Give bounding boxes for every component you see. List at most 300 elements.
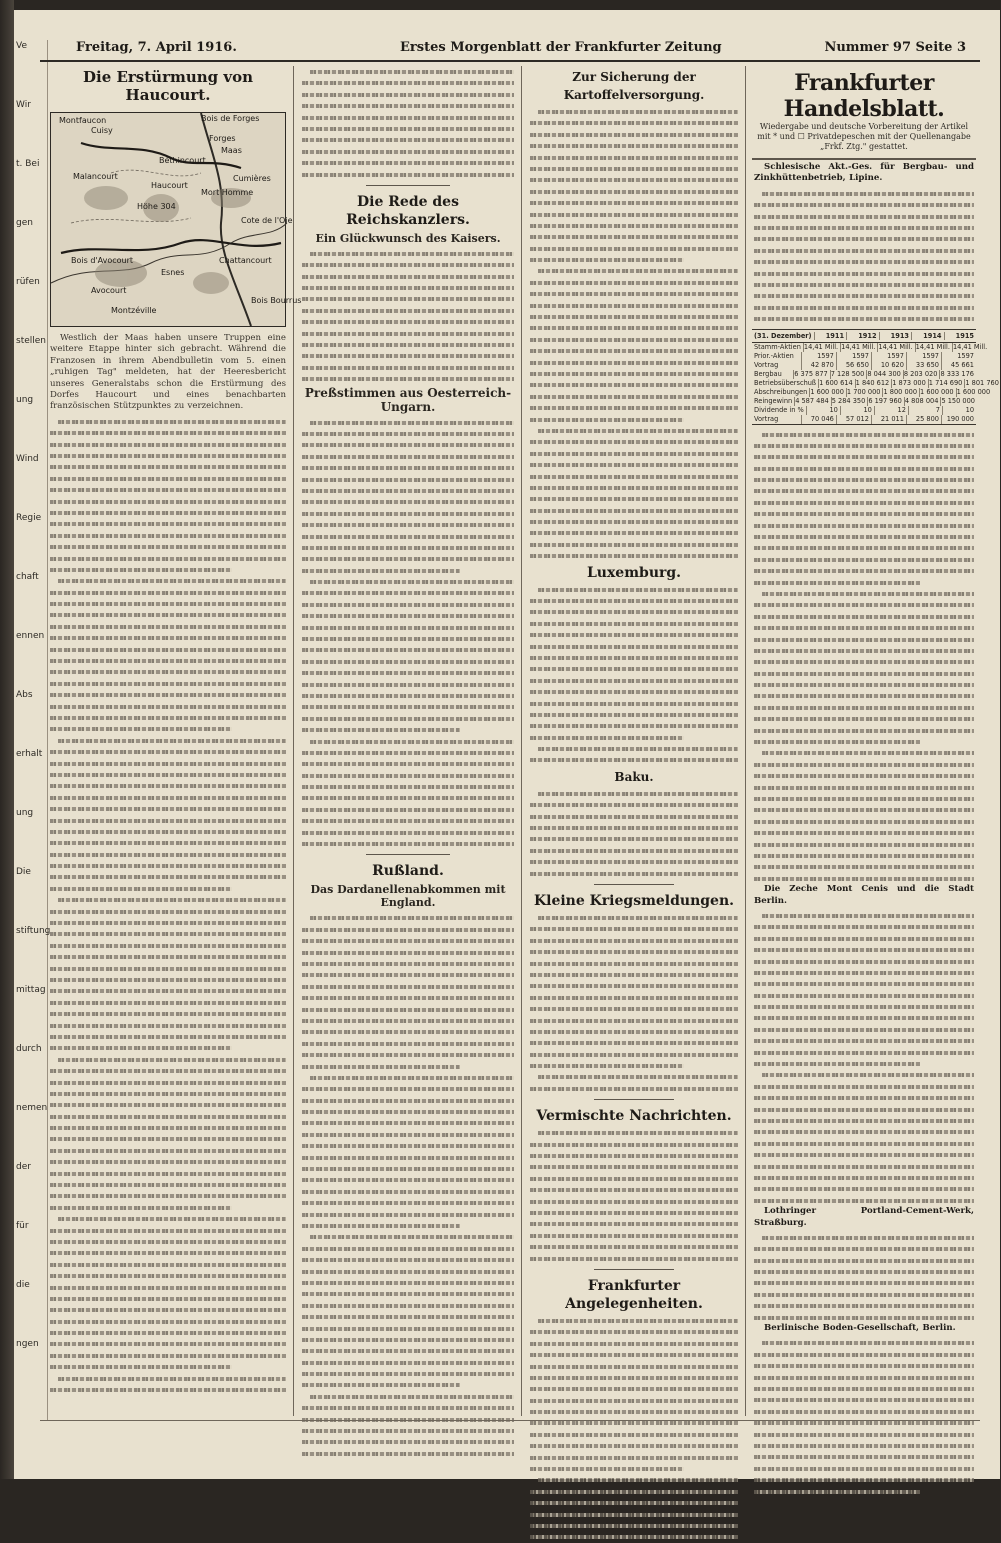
text-line [50, 553, 286, 564]
company-name: Berlinische Boden-Gesellschaft, Berlin. [764, 1323, 956, 1334]
text-line [302, 1277, 514, 1288]
text-line [754, 861, 974, 872]
text-line [530, 980, 738, 991]
text-line [302, 508, 514, 519]
text-line [754, 497, 974, 508]
text-line [530, 1184, 738, 1195]
text-line [50, 1247, 286, 1258]
text-line [530, 186, 738, 197]
text-line [530, 1207, 738, 1218]
text-line [530, 1015, 738, 1026]
article-title: Luxemburg. [586, 564, 682, 581]
masthead-note: Wiedergabe und deutsche Vorbereitung der Artikel mit * und ☐ Privatdepeschen mit der Quellenangabe „Frkf. Ztg." gestattet. [757, 122, 971, 151]
text-line [754, 485, 974, 496]
article-lead [748, 162, 980, 185]
text-line [50, 678, 286, 689]
text-line [530, 527, 738, 538]
text-line [530, 641, 738, 652]
text-line [302, 1186, 514, 1197]
text-line [302, 1323, 514, 1334]
text-line [530, 946, 738, 957]
text-line [50, 1350, 286, 1361]
table-header-cell: 1911 [814, 332, 846, 340]
page-bottom-rule [40, 1420, 980, 1421]
text-line [530, 992, 738, 1003]
edge-fragment: erhalt [16, 749, 43, 759]
article-subtitle: Das Dardanellenabkommen mit England. [310, 883, 506, 910]
map-label: Béthincourt [159, 156, 206, 165]
table-cell: 42 870 [801, 361, 836, 370]
text-line [310, 1072, 514, 1083]
text-line [58, 575, 286, 586]
text-line [530, 334, 738, 345]
text-line [754, 1406, 974, 1417]
text-line [302, 1004, 514, 1015]
text-line [754, 1451, 974, 1462]
text-line [754, 1172, 974, 1183]
text-line [50, 621, 286, 632]
table-cell: 1597 [801, 352, 836, 361]
text-line [530, 1463, 684, 1474]
text-line [754, 1372, 974, 1383]
table-row [752, 387, 991, 397]
text-line [754, 463, 974, 474]
text-line [530, 1049, 738, 1060]
text-line [310, 1231, 514, 1242]
table-cell: Vortrag [754, 414, 779, 423]
table-cell: 1597 [941, 352, 976, 361]
article-body [524, 1315, 744, 1543]
text-line [302, 542, 514, 553]
text-line [302, 123, 514, 134]
text-line [302, 1038, 514, 1049]
text-line [538, 265, 738, 276]
text-line [530, 448, 738, 459]
text-line [302, 747, 514, 758]
text-line [754, 656, 974, 667]
text-line [302, 1095, 514, 1106]
article-lead [748, 1206, 980, 1229]
text-line [50, 883, 232, 894]
map-label: Montfaucon [59, 116, 107, 125]
text-line [50, 609, 286, 620]
text-line [530, 129, 738, 140]
text-line [754, 1429, 974, 1440]
text-line [50, 871, 286, 882]
text-line [754, 1277, 974, 1288]
text-line [754, 1417, 974, 1428]
article-body [748, 188, 980, 325]
article-body [44, 416, 292, 1396]
text-line [302, 112, 514, 123]
text-line [302, 935, 514, 946]
map-label: Mort Homme [201, 188, 254, 197]
text-line [530, 811, 738, 822]
text-line [762, 910, 974, 921]
text-line [302, 1345, 514, 1356]
text-line [754, 1012, 974, 1023]
text-line [530, 1083, 738, 1094]
article-body [296, 66, 520, 180]
text-line [754, 199, 974, 210]
text-line [530, 550, 738, 561]
table-cell: 10 620 [871, 361, 906, 370]
text-line [50, 1122, 286, 1133]
table-cell: 7 [908, 406, 942, 415]
text-line [530, 1372, 738, 1383]
divider [366, 854, 450, 855]
text-line [302, 485, 514, 496]
text-line [302, 792, 514, 803]
text-line [754, 873, 974, 884]
text-line [754, 921, 974, 932]
text-line [530, 799, 738, 810]
text-line [50, 644, 286, 655]
text-line [754, 245, 974, 256]
edge-fragment: Regie [16, 513, 42, 523]
text-line [754, 645, 974, 656]
text-line [302, 992, 514, 1003]
article-body [296, 248, 520, 385]
column-1 [44, 66, 302, 1416]
table-cell: 14,41 Mill. [915, 342, 950, 351]
text-line [762, 1232, 974, 1243]
text-line [530, 539, 738, 550]
text-line [530, 652, 738, 663]
text-line [302, 1106, 514, 1117]
text-line [58, 416, 286, 427]
text-line [310, 576, 514, 587]
table-cell: 1 600 614 [819, 378, 853, 387]
text-line [762, 1069, 974, 1080]
table-cell: 12 [874, 406, 908, 415]
article-heading: Die Zeche Mont Cenis und die Stadt Berlin. [754, 884, 974, 906]
article-body [524, 788, 744, 879]
column-rule [745, 66, 746, 1416]
table-row [752, 342, 988, 352]
text-line [50, 1361, 232, 1372]
text-line [50, 1168, 286, 1179]
battle-map [50, 112, 302, 327]
text-line [50, 917, 286, 928]
text-line [302, 362, 514, 373]
column-rule [293, 66, 294, 1416]
text-line [530, 822, 738, 833]
text-line [754, 816, 974, 827]
text-line [754, 290, 974, 301]
table-row [752, 406, 976, 415]
text-line [530, 152, 738, 163]
financial-table [752, 329, 999, 425]
text-line [302, 633, 514, 644]
text-line [50, 1111, 286, 1122]
text-line [530, 1509, 738, 1520]
text-line [530, 1349, 738, 1360]
text-line [50, 1156, 286, 1167]
text-line [302, 587, 514, 598]
text-line [50, 780, 286, 791]
text-line [530, 459, 738, 470]
table-cell: 10 [942, 406, 976, 415]
table-cell: Reingewinn [754, 396, 793, 405]
text-line [754, 233, 974, 244]
text-line [302, 1220, 460, 1231]
text-line [530, 935, 738, 946]
text-line [302, 770, 514, 781]
text-line [58, 1054, 286, 1065]
text-line [302, 981, 514, 992]
page-header [40, 36, 980, 62]
text-line [530, 209, 738, 220]
company-name: Lothringer Portland-Cement-Werk, Straßburg. [754, 1206, 974, 1228]
text-line [754, 474, 974, 485]
divider [594, 1099, 674, 1100]
text-line [50, 1088, 286, 1099]
edge-fragment: Wind [16, 454, 39, 464]
table-cell: 70 046 [801, 415, 836, 424]
text-line [754, 1383, 974, 1394]
article-body [524, 584, 744, 766]
text-line [754, 256, 974, 267]
table-cell: 14,41 Mill. [878, 342, 913, 351]
column-rule [521, 66, 522, 1416]
article-body [748, 1337, 980, 1496]
text-line [302, 599, 514, 610]
text-line [302, 1152, 514, 1163]
text-line [50, 1099, 286, 1110]
article-title: Frankfurter Angelegenheiten. [565, 1277, 703, 1312]
text-line [538, 912, 738, 923]
text-line [50, 439, 286, 450]
text-line [754, 1300, 974, 1311]
text-line [302, 1129, 514, 1140]
text-line [530, 1486, 738, 1497]
text-line [754, 770, 974, 781]
text-line [530, 1150, 738, 1161]
text-line [530, 1037, 738, 1048]
text-line [754, 1255, 974, 1266]
text-line [754, 520, 974, 531]
text-line [754, 1486, 920, 1497]
text-line [754, 279, 974, 290]
text-line [50, 769, 286, 780]
table-cell: 1 600 000 [920, 387, 954, 396]
edge-fragment: stellen [16, 336, 46, 346]
text-line [302, 350, 514, 361]
text-line [754, 1092, 974, 1103]
text-line [302, 531, 514, 542]
text-line [530, 379, 738, 390]
text-line [58, 894, 286, 905]
text-line [754, 668, 974, 679]
table-row [752, 352, 976, 361]
table-header-cell: (31. Dezember) [754, 331, 812, 340]
map-label: Chattancourt [219, 256, 272, 265]
text-line [530, 471, 738, 482]
text-line [50, 997, 286, 1008]
edge-fragment: die [16, 1280, 30, 1290]
text-line [302, 373, 514, 384]
text-line [530, 163, 738, 174]
map-label: Bois Bourrus [251, 296, 302, 305]
text-line [754, 967, 974, 978]
table-cell: 4 808 004 [904, 396, 939, 405]
text-line [50, 723, 232, 734]
table-cell: 1 714 690 [928, 378, 963, 387]
text-line [754, 956, 974, 967]
divider [366, 185, 450, 186]
text-line [538, 584, 738, 595]
table-cell: 14,41 Mill. [841, 342, 876, 351]
edge-fragment: ngen [16, 1339, 39, 1349]
table-row [752, 370, 976, 379]
text-line [530, 1196, 738, 1207]
text-line [754, 1289, 974, 1300]
text-line [754, 1463, 974, 1474]
text-line [50, 1133, 286, 1144]
text-line [754, 702, 974, 713]
text-line [530, 1520, 738, 1531]
text-line [530, 277, 738, 288]
text-line [754, 725, 974, 736]
map-label: Avocourt [91, 286, 127, 295]
text-line [50, 1042, 232, 1053]
text-line [50, 1236, 286, 1247]
text-line [302, 1448, 514, 1459]
text-line [530, 1497, 738, 1508]
table-row [752, 361, 976, 370]
text-line [302, 947, 514, 958]
text-line [50, 701, 286, 712]
divider [594, 1269, 674, 1270]
text-line [754, 1474, 974, 1485]
text-line [530, 958, 738, 969]
text-line [530, 220, 738, 231]
text-line [50, 803, 286, 814]
table-cell: 5 284 350 [831, 396, 866, 405]
text-line [50, 985, 286, 996]
article-title: Baku. [614, 769, 654, 784]
text-line [530, 868, 738, 879]
text-line [50, 587, 286, 598]
text-line [530, 345, 738, 356]
table-header-cell: 1912 [846, 332, 878, 340]
text-line [538, 1315, 738, 1326]
text-line [754, 1440, 974, 1451]
map-label: Bois de Forges [201, 114, 260, 123]
table-cell: 1 873 000 [892, 378, 926, 387]
text-line [754, 554, 974, 565]
column-2 [296, 66, 520, 1416]
text-line [50, 1270, 286, 1281]
table-cell: 1 800 000 [883, 387, 918, 396]
text-line [530, 969, 738, 980]
text-line [50, 928, 286, 939]
text-line [302, 924, 514, 935]
text-line [530, 1326, 738, 1337]
table-cell: Dividende in % [754, 405, 804, 414]
text-line [530, 414, 684, 425]
map-label: Cote de l'Oie [241, 216, 293, 225]
text-line [50, 815, 286, 826]
text-line [50, 906, 286, 917]
text-line [50, 712, 286, 723]
text-line [762, 1337, 974, 1348]
text-line [530, 1440, 738, 1451]
table-header-cell: 1915 [944, 332, 976, 340]
table-cell: Vortrag [754, 360, 779, 369]
divider [594, 884, 674, 885]
text-line [50, 1008, 286, 1019]
text-line [50, 1020, 286, 1031]
text-line [50, 1145, 286, 1156]
text-line [58, 1373, 286, 1384]
text-line [302, 667, 514, 678]
text-line [302, 519, 514, 530]
edge-fragment: ung [16, 395, 34, 405]
text-line [50, 758, 286, 769]
text-line [530, 1161, 738, 1172]
text-line [302, 1311, 514, 1322]
text-line [302, 1436, 514, 1447]
map-drawing [51, 113, 302, 326]
text-line [50, 746, 286, 757]
text-line [754, 508, 974, 519]
article-title: Kleine Kriegsmeldungen. [533, 893, 735, 909]
text-line [50, 1190, 286, 1201]
text-line [302, 758, 514, 769]
text-line [302, 958, 514, 969]
table-cell: Abschreibungen [754, 387, 808, 396]
article-body [524, 106, 744, 562]
table-cell: 1597 [836, 352, 871, 361]
text-line [530, 833, 738, 844]
text-line [530, 1230, 738, 1241]
text-line [50, 1304, 286, 1315]
text-line [754, 1149, 974, 1160]
text-line [530, 436, 738, 447]
text-line [754, 839, 974, 850]
table-cell: 21 011 [871, 415, 906, 424]
text-line [50, 473, 286, 484]
map-label: Haucourt [151, 181, 188, 190]
text-line [310, 248, 514, 259]
header-issue: Nummer 97 Seite 3 [824, 40, 966, 55]
text-line [302, 1243, 514, 1254]
text-line [302, 169, 514, 180]
edge-fragment: stiftung [16, 926, 51, 936]
table-cell: 1 600 000 [956, 387, 991, 396]
table-cell: Stamm-Aktien [754, 342, 801, 351]
article-body [748, 429, 980, 885]
table-cell: Bergbau [754, 369, 782, 378]
text-line [302, 1026, 514, 1037]
text-line [754, 782, 974, 793]
map-label: Forges [209, 134, 236, 143]
text-line [754, 1312, 974, 1323]
table-header [752, 330, 976, 343]
table-header-cell: 1914 [911, 332, 943, 340]
table-cell: 10 [840, 406, 874, 415]
text-line [50, 564, 232, 575]
text-line [302, 293, 514, 304]
text-line [50, 940, 286, 951]
text-line [302, 316, 514, 327]
text-line [302, 838, 514, 849]
table-cell: 8 044 300 [867, 369, 901, 378]
text-line [530, 1383, 738, 1394]
text-line [50, 598, 286, 609]
